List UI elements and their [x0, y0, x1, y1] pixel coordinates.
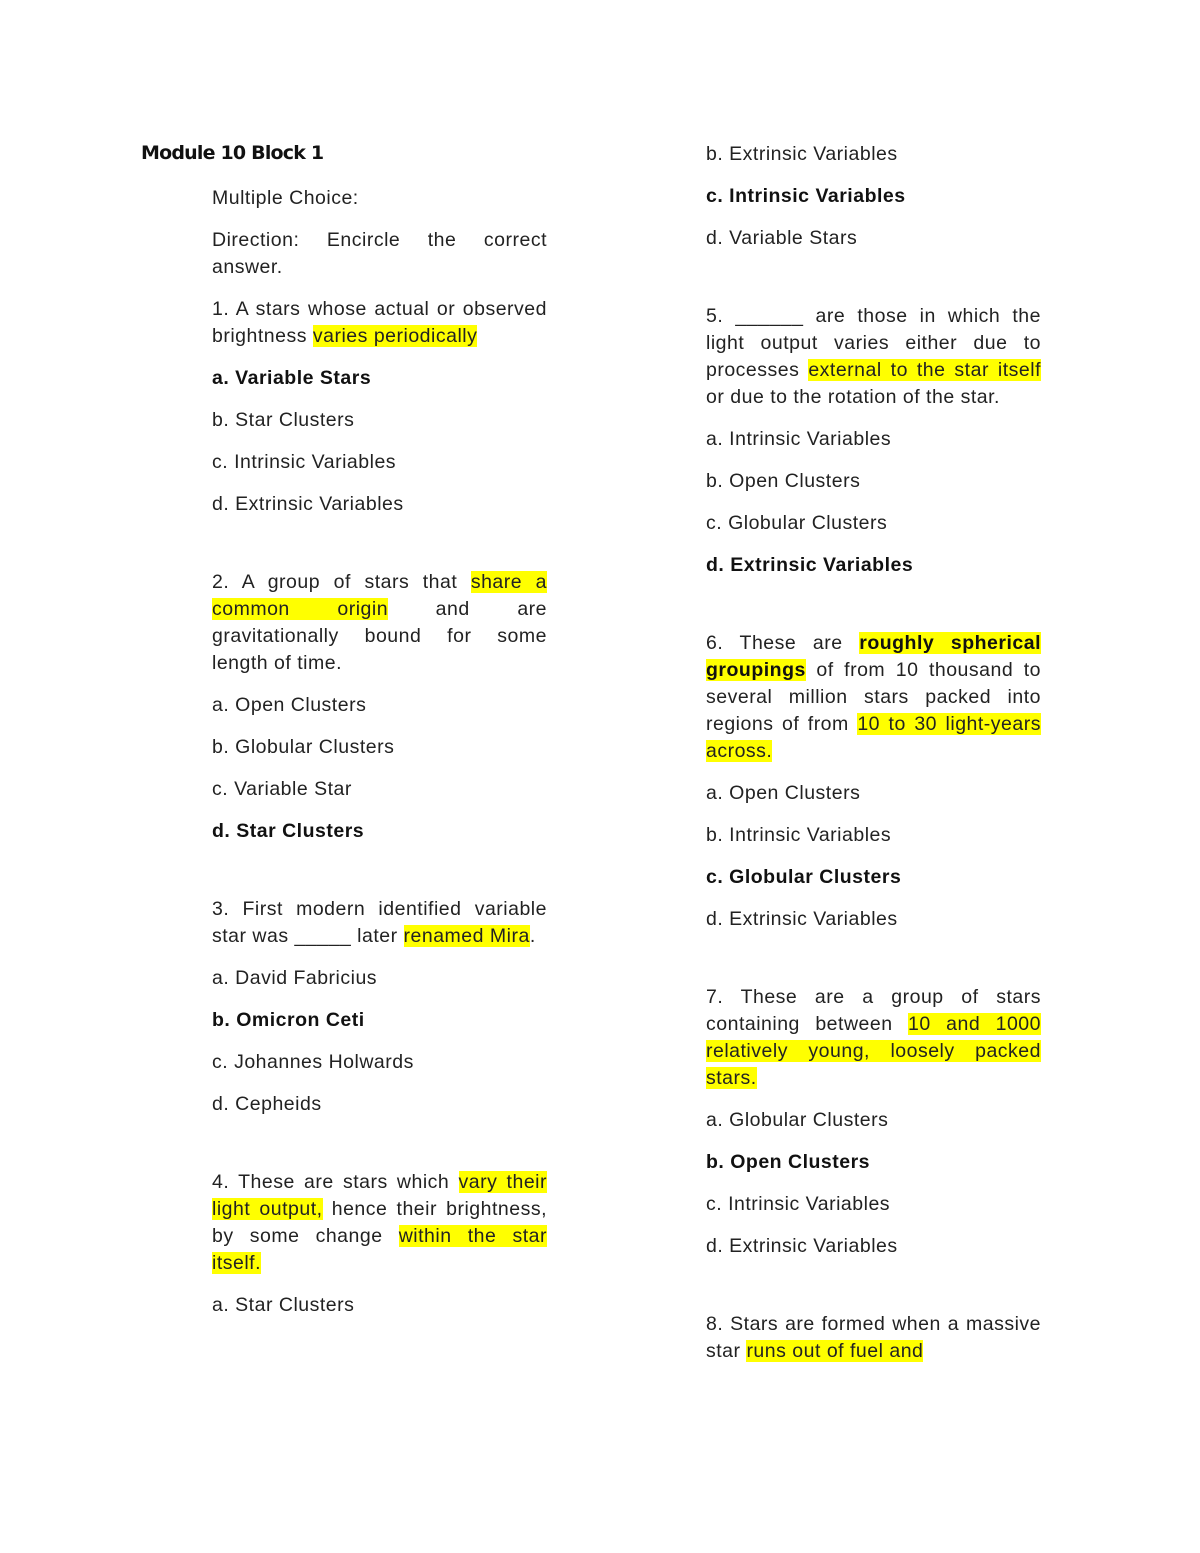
answer-option[interactable]: b. Open Clusters	[706, 470, 861, 492]
answer-option[interactable]: a. Star Clusters	[212, 1294, 355, 1316]
left-column	[212, 185, 547, 1334]
answer-option[interactable]: a. David Fabricius	[212, 967, 378, 989]
question-text: 2. A group of stars that	[212, 571, 471, 593]
answer-option-correct[interactable]: c. Globular Clusters	[706, 866, 902, 888]
direction-text: Direction: Encircle the correct answer.	[212, 229, 547, 278]
highlighted-text: roughly spherical groupings	[706, 632, 1042, 681]
answer-option[interactable]: b. Globular Clusters	[212, 736, 395, 758]
question-2	[212, 569, 547, 677]
highlighted-text: runs out of fuel and	[746, 1340, 924, 1362]
answer-option-correct[interactable]: a. Variable Stars	[212, 367, 372, 389]
answer-option[interactable]: a. Open Clusters	[212, 694, 367, 716]
answer-option-correct[interactable]: b. Omicron Ceti	[212, 1009, 365, 1031]
right-column	[706, 141, 1041, 1380]
answer-option[interactable]: b. Extrinsic Variables	[706, 143, 898, 165]
highlighted-text: within the star itself.	[212, 1225, 547, 1274]
answer-option[interactable]: b. Intrinsic Variables	[706, 824, 892, 846]
answer-option-correct[interactable]: c. Intrinsic Variables	[706, 185, 906, 207]
answer-option[interactable]: a. Globular Clusters	[706, 1109, 889, 1131]
question-1	[212, 296, 547, 350]
highlighted-text: renamed Mira	[403, 925, 530, 947]
question-4	[212, 1169, 547, 1277]
answer-option[interactable]: d. Extrinsic Variables	[706, 908, 898, 930]
question-text: and are gravitationally bound for some length of time.	[212, 598, 547, 674]
highlighted-text: 10 to 30 light-years across.	[706, 713, 1041, 762]
question-6	[706, 630, 1041, 765]
question-text: or due to the rotation of the star.	[706, 386, 1000, 408]
question-text: 5. ______ are those in which the light output varies either due to processes	[706, 305, 1041, 381]
question-text: 8. Stars are formed when a massive star	[706, 1313, 1041, 1362]
question-text: 7. These are a group of stars containing between	[706, 986, 1041, 1035]
answer-option-correct[interactable]: b. Open Clusters	[706, 1151, 871, 1173]
answer-option[interactable]: b. Star Clusters	[212, 409, 355, 431]
section-label: Multiple Choice:	[212, 187, 359, 209]
highlighted-text: share a common origin	[212, 571, 547, 620]
answer-option[interactable]: d. Extrinsic Variables	[706, 1235, 898, 1257]
question-text: 6. These are	[706, 632, 860, 654]
answer-option-correct[interactable]: d. Extrinsic Variables	[706, 554, 914, 576]
question-text: 3. First modern identified variable star was _____ later	[212, 898, 547, 947]
answer-option-correct[interactable]: d. Star Clusters	[212, 820, 365, 842]
answer-option[interactable]: a. Intrinsic Variables	[706, 428, 892, 450]
answer-option[interactable]: c. Variable Star	[212, 778, 352, 800]
answer-option[interactable]: c. Intrinsic Variables	[706, 1193, 891, 1215]
question-text: of from 10 thousand to several million stars packed into regions of from	[706, 659, 1041, 735]
highlighted-text: varies periodically	[312, 325, 478, 347]
question-text: 1. A stars whose actual or observed brightness	[212, 298, 547, 347]
question-8	[706, 1311, 1041, 1365]
question-text: 4. These are stars which	[212, 1171, 459, 1193]
answer-option[interactable]: c. Globular Clusters	[706, 512, 888, 534]
answer-option[interactable]: c. Intrinsic Variables	[212, 451, 397, 473]
answer-option[interactable]: d. Variable Stars	[706, 227, 858, 249]
question-text: hence their brightness, by some change	[212, 1198, 548, 1247]
answer-option[interactable]: d. Extrinsic Variables	[212, 493, 404, 515]
question-text: .	[529, 925, 536, 947]
highlighted-text: vary their light output,	[212, 1171, 547, 1220]
page-title: Module 10 Block 1	[141, 142, 324, 164]
highlighted-text: 10 and 1000 relatively young, loosely packed stars.	[706, 1013, 1041, 1089]
answer-option[interactable]: a. Open Clusters	[706, 782, 861, 804]
question-3	[212, 896, 547, 950]
question-5	[706, 303, 1041, 411]
answer-option[interactable]: c. Johannes Holwards	[212, 1051, 414, 1073]
answer-option[interactable]: d. Cepheids	[212, 1093, 322, 1115]
question-7	[706, 984, 1041, 1092]
highlighted-text: external to the star itself	[808, 359, 1041, 381]
